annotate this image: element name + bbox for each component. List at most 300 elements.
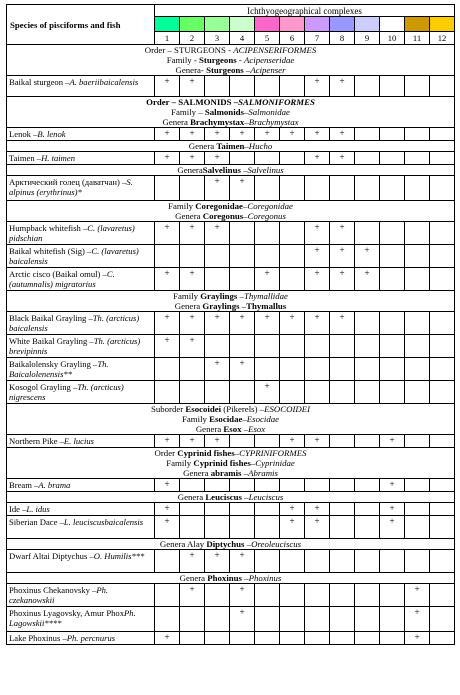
presence-cell	[430, 381, 455, 404]
species-latin-name: C. (lavaretus) pidschian	[9, 223, 135, 243]
species-name	[7, 245, 155, 268]
presence-cell: +	[380, 516, 405, 539]
species-common-name: Northern Pike –	[9, 436, 64, 446]
taxon-heading-text: –	[250, 458, 256, 468]
presence-cell: +	[280, 435, 305, 448]
presence-cell	[255, 245, 280, 268]
taxon-heading-text: Brachymystax	[248, 117, 299, 127]
presence-cell: +	[330, 152, 355, 165]
presence-cell: +	[330, 245, 355, 268]
presence-cell: +	[255, 128, 280, 141]
taxon-heading	[7, 291, 455, 312]
presence-cell	[255, 584, 280, 607]
species-common-name: Taimen –	[9, 153, 42, 163]
presence-cell	[180, 479, 205, 492]
presence-cell	[380, 584, 405, 607]
taxon-heading-line	[9, 107, 452, 117]
species-latin-name: Ph. czekanowskii	[9, 585, 109, 605]
complex-color-swatch	[330, 17, 355, 32]
taxon-heading-text: Diptychus	[206, 539, 245, 549]
taxon-section-row	[7, 404, 455, 435]
species-common-name: Bream –	[9, 480, 39, 490]
taxon-heading	[7, 97, 455, 128]
species-name	[7, 222, 155, 245]
taxon-heading-text: –	[241, 573, 249, 583]
presence-cell	[255, 152, 280, 165]
taxon-heading-line	[9, 492, 452, 502]
taxon-heading-text: –	[244, 117, 249, 127]
presence-cell	[305, 358, 330, 381]
species-latin-name: O. Humilis***	[93, 551, 145, 561]
species-row	[7, 335, 455, 358]
presence-cell	[430, 503, 455, 516]
presence-cell	[430, 435, 455, 448]
presence-cell	[180, 245, 205, 268]
presence-cell: +	[180, 312, 205, 335]
presence-cell: +	[330, 312, 355, 335]
presence-cell: +	[155, 268, 180, 291]
species-common-name: Арктический голец (даватчан) –	[9, 177, 127, 187]
presence-cell	[330, 607, 355, 632]
taxon-heading-line	[9, 291, 452, 301]
presence-cell	[430, 335, 455, 358]
taxon-heading-text: Order	[154, 448, 178, 458]
presence-cell	[255, 516, 280, 539]
taxon-heading-text: Acipenseridae	[243, 55, 295, 65]
presence-cell	[430, 268, 455, 291]
presence-cell: +	[255, 312, 280, 335]
taxon-section-row	[7, 141, 455, 152]
presence-cell: +	[155, 516, 180, 539]
presence-cell: +	[380, 503, 405, 516]
presence-cell	[230, 76, 255, 97]
presence-cell	[330, 550, 355, 573]
presence-cell	[205, 516, 230, 539]
presence-cell	[405, 358, 430, 381]
taxon-heading-line	[9, 458, 452, 468]
presence-cell	[230, 503, 255, 516]
taxon-section-row	[7, 201, 455, 222]
presence-cell	[405, 550, 430, 573]
complex-number: 9	[355, 32, 380, 45]
presence-cell: +	[230, 128, 255, 141]
species-common-name: Lenok –	[9, 129, 38, 139]
species-common-name: Black Baikal Grayling –	[9, 313, 93, 323]
presence-cell	[405, 516, 430, 539]
presence-cell: +	[330, 76, 355, 97]
species-common-name: Arctic cisco (Baikal omul) –	[9, 269, 107, 279]
presence-cell	[430, 245, 455, 268]
presence-cell	[180, 503, 205, 516]
presence-cell	[280, 632, 305, 645]
presence-cell	[255, 607, 280, 632]
complex-color-swatch	[280, 17, 305, 32]
complex-color-swatch	[180, 17, 205, 32]
species-row	[7, 632, 455, 645]
taxon-heading-text: Cyprinid fishes	[193, 458, 251, 468]
presence-cell	[280, 152, 305, 165]
taxon-heading	[7, 539, 455, 550]
presence-cell	[355, 381, 380, 404]
taxon-heading-text: Genera	[174, 301, 203, 311]
species-name	[7, 503, 155, 516]
presence-cell	[430, 176, 455, 201]
presence-cell: +	[155, 152, 180, 165]
taxon-heading-text: Hucho	[248, 141, 273, 151]
species-common-name: Lake Phoxinus –	[9, 633, 67, 643]
presence-cell	[430, 152, 455, 165]
presence-cell	[330, 516, 355, 539]
taxon-section-row	[7, 97, 455, 128]
complex-number: 12	[430, 32, 455, 45]
taxon-heading-line	[9, 539, 452, 549]
presence-cell	[430, 516, 455, 539]
presence-cell	[230, 335, 255, 358]
taxon-section-row	[7, 539, 455, 550]
species-name	[7, 607, 155, 632]
presence-cell: +	[155, 76, 180, 97]
presence-cell	[155, 245, 180, 268]
presence-cell	[380, 312, 405, 335]
presence-cell	[430, 607, 455, 632]
taxon-heading-line	[9, 301, 452, 311]
taxon-heading-text: Family	[173, 291, 201, 301]
presence-cell: +	[305, 222, 330, 245]
presence-cell	[380, 128, 405, 141]
presence-cell	[405, 435, 430, 448]
presence-cell	[205, 503, 230, 516]
taxon-heading-text: Cyprinid fishes	[177, 448, 235, 458]
presence-cell	[155, 550, 180, 573]
presence-cell	[280, 607, 305, 632]
presence-cell	[305, 381, 330, 404]
species-row	[7, 607, 455, 632]
complex-number: 11	[405, 32, 430, 45]
presence-cell: +	[205, 176, 230, 201]
presence-cell	[205, 381, 230, 404]
presence-cell	[280, 584, 305, 607]
taxon-heading-text: Acipenser	[250, 65, 286, 75]
presence-cell	[355, 607, 380, 632]
presence-cell: +	[180, 335, 205, 358]
species-row	[7, 584, 455, 607]
taxon-heading-text: Thymallus	[246, 301, 287, 311]
presence-cell: +	[280, 128, 305, 141]
presence-cell	[255, 335, 280, 358]
species-common-name: Phoxinus Chekanovsky –	[9, 585, 97, 595]
presence-cell: +	[180, 584, 205, 607]
presence-cell: +	[280, 312, 305, 335]
presence-cell	[180, 358, 205, 381]
presence-cell	[380, 358, 405, 381]
species-row	[7, 245, 455, 268]
taxon-heading-text: –	[243, 107, 249, 117]
complex-color-swatch	[405, 17, 430, 32]
presence-cell: +	[355, 268, 380, 291]
presence-cell	[230, 245, 255, 268]
taxon-heading-line	[9, 141, 452, 151]
taxon-heading-line	[9, 45, 452, 55]
species-row	[7, 222, 455, 245]
presence-cell	[280, 176, 305, 201]
presence-cell: +	[255, 381, 280, 404]
taxon-heading	[7, 492, 455, 503]
taxon-heading-text: Family	[168, 201, 196, 211]
presence-cell	[355, 632, 380, 645]
presence-cell	[280, 76, 305, 97]
presence-cell	[255, 479, 280, 492]
taxon-heading-text: Coregonidae	[247, 201, 293, 211]
presence-cell	[155, 176, 180, 201]
presence-cell	[155, 358, 180, 381]
presence-cell	[255, 550, 280, 573]
complex-number: 7	[305, 32, 330, 45]
presence-cell	[380, 152, 405, 165]
presence-cell: +	[205, 550, 230, 573]
complex-number: 2	[180, 32, 205, 45]
presence-cell: +	[230, 358, 255, 381]
presence-cell	[330, 435, 355, 448]
taxon-heading-text: Genera	[188, 141, 217, 151]
presence-cell: +	[155, 435, 180, 448]
species-name	[7, 76, 155, 97]
presence-cell	[180, 632, 205, 645]
taxon-heading-text: –	[243, 211, 248, 221]
taxon-heading-text: Genera	[179, 573, 208, 583]
presence-cell	[280, 222, 305, 245]
presence-cell	[380, 381, 405, 404]
species-common-name: Humpback whitefish –	[9, 223, 88, 233]
presence-cell	[280, 245, 305, 268]
presence-cell	[355, 128, 380, 141]
presence-cell	[430, 632, 455, 645]
taxon-heading-text: Family	[166, 458, 194, 468]
presence-cell	[405, 128, 430, 141]
complex-color-swatch	[380, 17, 405, 32]
taxon-heading-line	[9, 211, 452, 221]
ichthyogeographical-table	[6, 4, 455, 645]
taxon-heading-text: Esocidae	[209, 414, 243, 424]
taxon-heading-line	[9, 573, 452, 583]
presence-cell	[430, 584, 455, 607]
taxon-heading-text: –	[237, 291, 244, 301]
taxon-section-row	[7, 45, 455, 76]
species-latin-name: Th. (arcticus) brevipinnis	[9, 336, 141, 356]
presence-cell: +	[305, 245, 330, 268]
presence-cell	[380, 607, 405, 632]
presence-cell	[205, 268, 230, 291]
taxon-section-row	[7, 165, 455, 176]
complex-number: 8	[330, 32, 355, 45]
presence-cell	[380, 550, 405, 573]
species-latin-name: Th. (arcticus) nigrescens	[9, 382, 124, 402]
species-common-name: Phoxinus Lyagovsky, Amur Phox	[9, 608, 124, 618]
species-latin-name: B. lenok	[37, 129, 66, 139]
taxon-heading-text: Graylings	[202, 301, 240, 311]
presence-cell: +	[280, 503, 305, 516]
species-name	[7, 335, 155, 358]
taxon-heading-text: Leuciscus	[248, 492, 284, 502]
species-row	[7, 312, 455, 335]
presence-cell	[280, 381, 305, 404]
species-common-name: Ide –	[9, 504, 27, 514]
presence-cell: +	[405, 632, 430, 645]
presence-cell	[380, 632, 405, 645]
taxon-heading	[7, 165, 455, 176]
taxon-heading-text: Salvelinus	[202, 165, 241, 175]
presence-cell: +	[230, 176, 255, 201]
species-row	[7, 550, 455, 573]
taxon-heading-text: Genera Alay	[159, 539, 207, 549]
complex-number: 1	[155, 32, 180, 45]
taxon-heading-line	[9, 424, 452, 434]
presence-cell	[230, 222, 255, 245]
presence-cell	[230, 516, 255, 539]
taxon-heading-text: –	[244, 141, 249, 151]
taxon-heading	[7, 573, 455, 584]
complex-color-swatch	[155, 17, 180, 32]
presence-cell	[205, 479, 230, 492]
taxon-heading-text: Salmonidae	[248, 107, 290, 117]
taxon-heading-text: ACIPENSERIFORMES	[233, 45, 317, 55]
complex-number: 4	[230, 32, 255, 45]
presence-cell: +	[305, 312, 330, 335]
presence-cell	[355, 503, 380, 516]
species-name	[7, 358, 155, 381]
species-latin-name: Ph. percnurus	[66, 633, 116, 643]
taxon-heading-text: –	[239, 301, 247, 311]
species-row	[7, 358, 455, 381]
presence-cell	[230, 632, 255, 645]
species-row	[7, 479, 455, 492]
taxon-section-row	[7, 291, 455, 312]
taxon-heading-text: Family	[182, 414, 210, 424]
presence-cell	[280, 335, 305, 358]
presence-cell: +	[205, 312, 230, 335]
presence-cell	[305, 584, 330, 607]
species-column-header: Species of pisciforms and fish	[7, 5, 155, 45]
taxon-heading-text: Phoxinus	[207, 573, 242, 583]
presence-cell	[205, 632, 230, 645]
presence-cell	[305, 632, 330, 645]
presence-cell	[380, 76, 405, 97]
presence-cell	[230, 435, 255, 448]
species-name	[7, 268, 155, 291]
taxon-heading-text: Abramis	[248, 468, 278, 478]
presence-cell: +	[180, 152, 205, 165]
species-name	[7, 381, 155, 404]
presence-cell	[255, 358, 280, 381]
species-row	[7, 435, 455, 448]
presence-cell: +	[205, 435, 230, 448]
presence-cell: +	[305, 152, 330, 165]
taxon-heading-line	[9, 117, 452, 127]
presence-cell	[155, 381, 180, 404]
presence-cell: +	[180, 76, 205, 97]
presence-cell: +	[155, 479, 180, 492]
presence-cell: +	[155, 632, 180, 645]
taxon-heading-text: Graylings	[200, 291, 238, 301]
presence-cell	[255, 176, 280, 201]
species-row	[7, 152, 455, 165]
taxon-heading-text: ESOCOIDEI	[264, 404, 311, 414]
presence-cell	[355, 435, 380, 448]
taxon-heading-text: –SALMONIFORMES	[233, 97, 315, 107]
complex-number: 10	[380, 32, 405, 45]
presence-cell: +	[355, 245, 380, 268]
presence-cell: +	[305, 503, 330, 516]
species-name	[7, 584, 155, 607]
presence-cell	[330, 335, 355, 358]
taxon-heading-text: -	[236, 55, 244, 65]
presence-cell	[180, 607, 205, 632]
presence-cell: +	[180, 268, 205, 291]
presence-cell	[430, 358, 455, 381]
complex-color-swatch	[205, 17, 230, 32]
taxon-heading-text: –	[243, 65, 251, 75]
presence-cell	[380, 335, 405, 358]
species-name	[7, 632, 155, 645]
presence-cell: +	[305, 268, 330, 291]
presence-cell	[255, 222, 280, 245]
presence-cell: +	[405, 584, 430, 607]
species-latin-name: Th. Baicalolenensis**	[9, 359, 109, 379]
species-latin-name: L. leuciscusbaicalensis	[63, 517, 144, 527]
presence-cell: +	[380, 435, 405, 448]
species-row	[7, 268, 455, 291]
presence-cell	[430, 550, 455, 573]
presence-cell	[280, 358, 305, 381]
species-common-name: Baikalolensky Grayling –	[9, 359, 98, 369]
taxon-heading-text: Genera	[177, 492, 206, 502]
species-latin-name: E. lucius	[63, 436, 94, 446]
presence-cell	[280, 479, 305, 492]
presence-cell	[230, 152, 255, 165]
complex-number: 3	[205, 32, 230, 45]
taxon-heading-line	[9, 468, 452, 478]
taxon-heading-text: Genera	[183, 468, 211, 478]
taxon-heading-text: –	[241, 424, 249, 434]
species-name	[7, 550, 155, 573]
taxon-heading-text: –	[242, 201, 248, 211]
species-latin-name: S. alpinus (erythrinus)*	[9, 177, 133, 197]
species-common-name: Dwarf Altai Diptychus –	[9, 551, 94, 561]
taxon-heading-text: Sturgeons	[199, 55, 237, 65]
species-row	[7, 128, 455, 141]
presence-cell	[205, 245, 230, 268]
presence-cell: +	[155, 128, 180, 141]
presence-cell	[355, 479, 380, 492]
presence-cell	[355, 516, 380, 539]
taxon-heading	[7, 45, 455, 76]
presence-cell	[355, 550, 380, 573]
taxon-heading-text: Order – STURGEONS -	[144, 45, 234, 55]
taxon-heading-text: Esocoidei	[185, 404, 222, 414]
presence-cell: +	[205, 222, 230, 245]
taxon-heading	[7, 404, 455, 435]
presence-cell	[255, 503, 280, 516]
taxon-heading-text: Coregonus	[202, 211, 244, 221]
presence-cell	[330, 381, 355, 404]
complex-number: 6	[280, 32, 305, 45]
presence-cell: +	[205, 128, 230, 141]
complex-color-swatch	[355, 17, 380, 32]
presence-cell	[430, 76, 455, 97]
presence-cell	[305, 176, 330, 201]
taxon-heading-text: Leuciscus	[205, 492, 242, 502]
species-latin-name: C. (lavaretus) baicalensis	[9, 246, 139, 266]
presence-cell	[430, 479, 455, 492]
